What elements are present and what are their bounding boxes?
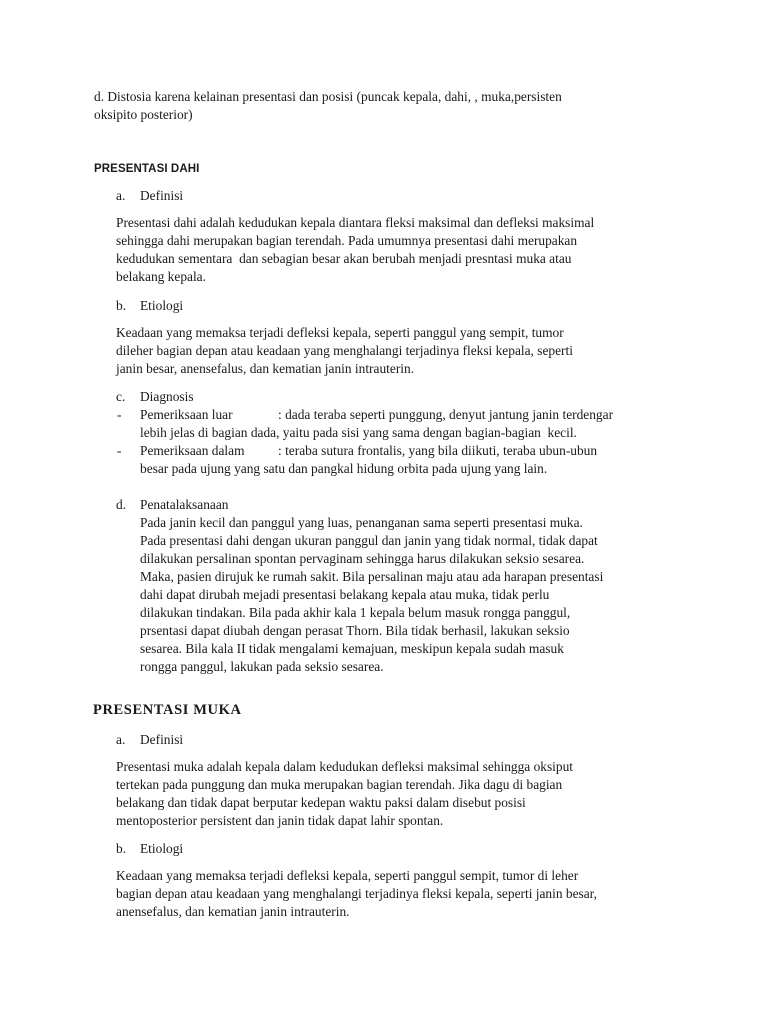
list-marker: b. (116, 298, 127, 313)
paragraph-line: sesarea. Bila kala II tidak mengalami kemajuan, meskipun kepala sudah masuk (140, 641, 564, 656)
diagnosis-item-text: : teraba sutura frontalis, yang bila diikuti, teraba ubun-ubun (278, 443, 598, 458)
paragraph-line: sehingga dahi merupakan bagian terendah. Pada umumnya presentasi dahi merupakan (116, 233, 578, 248)
etiologi-paragraph (116, 867, 597, 921)
paragraph-line: Maka, pasien dirujuk ke rumah sakit. Bila persalinan maju atau ada harapan presentasi (140, 569, 604, 584)
diagnosis-item-label: Pemeriksaan luar (140, 407, 233, 422)
list-marker: a. (116, 732, 126, 747)
definisi-paragraph (116, 214, 594, 286)
paragraph-line: mentoposterior persistent dan janin tidak dapat lahir spontan. (116, 813, 444, 828)
list-marker: b. (116, 841, 127, 856)
paragraph-line: tertekan pada punggung dan muka merupakan bagian terendah. Jika dagu di bagian (116, 777, 563, 792)
subheading-diagnosis: Diagnosis (140, 389, 194, 404)
diagnosis-item-continuation: besar pada ujung yang satu dan pangkal hidung orbita pada ujung yang lain. (140, 461, 548, 476)
paragraph-line: Keadaan yang memaksa terjadi defleksi kepala, seperti panggul sempit, tumor di leher (116, 868, 579, 883)
list-marker: a. (116, 188, 126, 203)
paragraph-line: Presentasi muka adalah kepala dalam kedudukan defleksi maksimal sehingga oksiput (116, 759, 574, 774)
paragraph-line: bagian depan atau keadaan yang menghalangi terjadinya fleksi kepala, seperti janin besar, (116, 886, 597, 901)
diagnosis-item-text: : dada teraba seperti punggung, denyut jantung janin terdengar (278, 407, 614, 422)
paragraph-line: Presentasi dahi adalah kedudukan kepala diantara fleksi maksimal dan defleksi maksimal (116, 215, 595, 230)
section-heading-muka: PRESENTASI MUKA (93, 702, 242, 718)
paragraph-line: belakang dan tidak dapat berputar kedepan waktu paksi dalam disebut posisi (116, 795, 526, 810)
subheading-etiologi: Etiologi (140, 298, 184, 313)
paragraph-line: dilakukan tindakan. Bila pada akhir kala 1 kepala belum masuk rongga panggul, (140, 605, 571, 620)
etiologi-paragraph (116, 324, 573, 378)
paragraph-line: dilakukan persalinan spontan pervaginam sehingga harus dilakukan seksio sesarea. (140, 551, 585, 566)
subheading-etiologi: Etiologi (140, 841, 184, 856)
paragraph-line: kedudukan sementara dan sebagian besar akan berubah menjadi presntasi muka atau (116, 251, 572, 266)
paragraph-line: prsentasi dapat diubah dengan perasat Thorn. Bila tidak berhasil, lakukan seksio (140, 623, 570, 638)
section-heading-dahi: PRESENTASI DAHI (94, 163, 200, 175)
paragraph-line: janin besar, anensefalus, dan kematian janin intrauterin. (116, 361, 415, 376)
paragraph-line: dahi dapat dirubah mejadi presentasi belakang kepala atau muka, tidak perlu (140, 587, 550, 602)
subheading-definisi: Definisi (140, 188, 184, 203)
paragraph-line: dileher bagian depan atau keadaan yang menghalangi terjadinya fleksi kepala, seperti (116, 343, 573, 358)
penatalaksanaan-paragraph (140, 514, 603, 676)
paragraph-line: anensefalus, dan kematian janin intrauterin. (116, 904, 350, 919)
subheading-definisi: Definisi (140, 732, 184, 747)
paragraph-line: belakang kepala. (116, 269, 206, 284)
intro-line-2: oksipito posterior) (94, 107, 193, 122)
dash-bullet: - (117, 407, 122, 422)
paragraph-line: Pada presentasi dahi dengan ukuran panggul dan janin yang tidak normal, tidak dapat (140, 533, 598, 548)
subheading-penatalaksanaan: Penatalaksanaan (140, 497, 229, 512)
paragraph-line: rongga panggul, lakukan pada seksio sesarea. (140, 659, 384, 674)
diagnosis-item-continuation: lebih jelas di bagian dada, yaitu pada sisi yang sama dengan bagian-bagian kecil. (140, 425, 577, 440)
intro-line-1: d. Distosia karena kelainan presentasi dan posisi (puncak kepala, dahi, , muka,persisten (94, 89, 562, 104)
diagnosis-item-label: Pemeriksaan dalam (140, 443, 245, 458)
list-marker: d. (116, 497, 127, 512)
list-marker: c. (116, 389, 126, 404)
dash-bullet: - (117, 443, 122, 458)
paragraph-line: Keadaan yang memaksa terjadi defleksi kepala, seperti panggul yang sempit, tumor (116, 325, 564, 340)
paragraph-line: Pada janin kecil dan panggul yang luas, penanganan sama seperti presentasi muka. (140, 515, 583, 530)
definisi-paragraph (116, 758, 573, 830)
